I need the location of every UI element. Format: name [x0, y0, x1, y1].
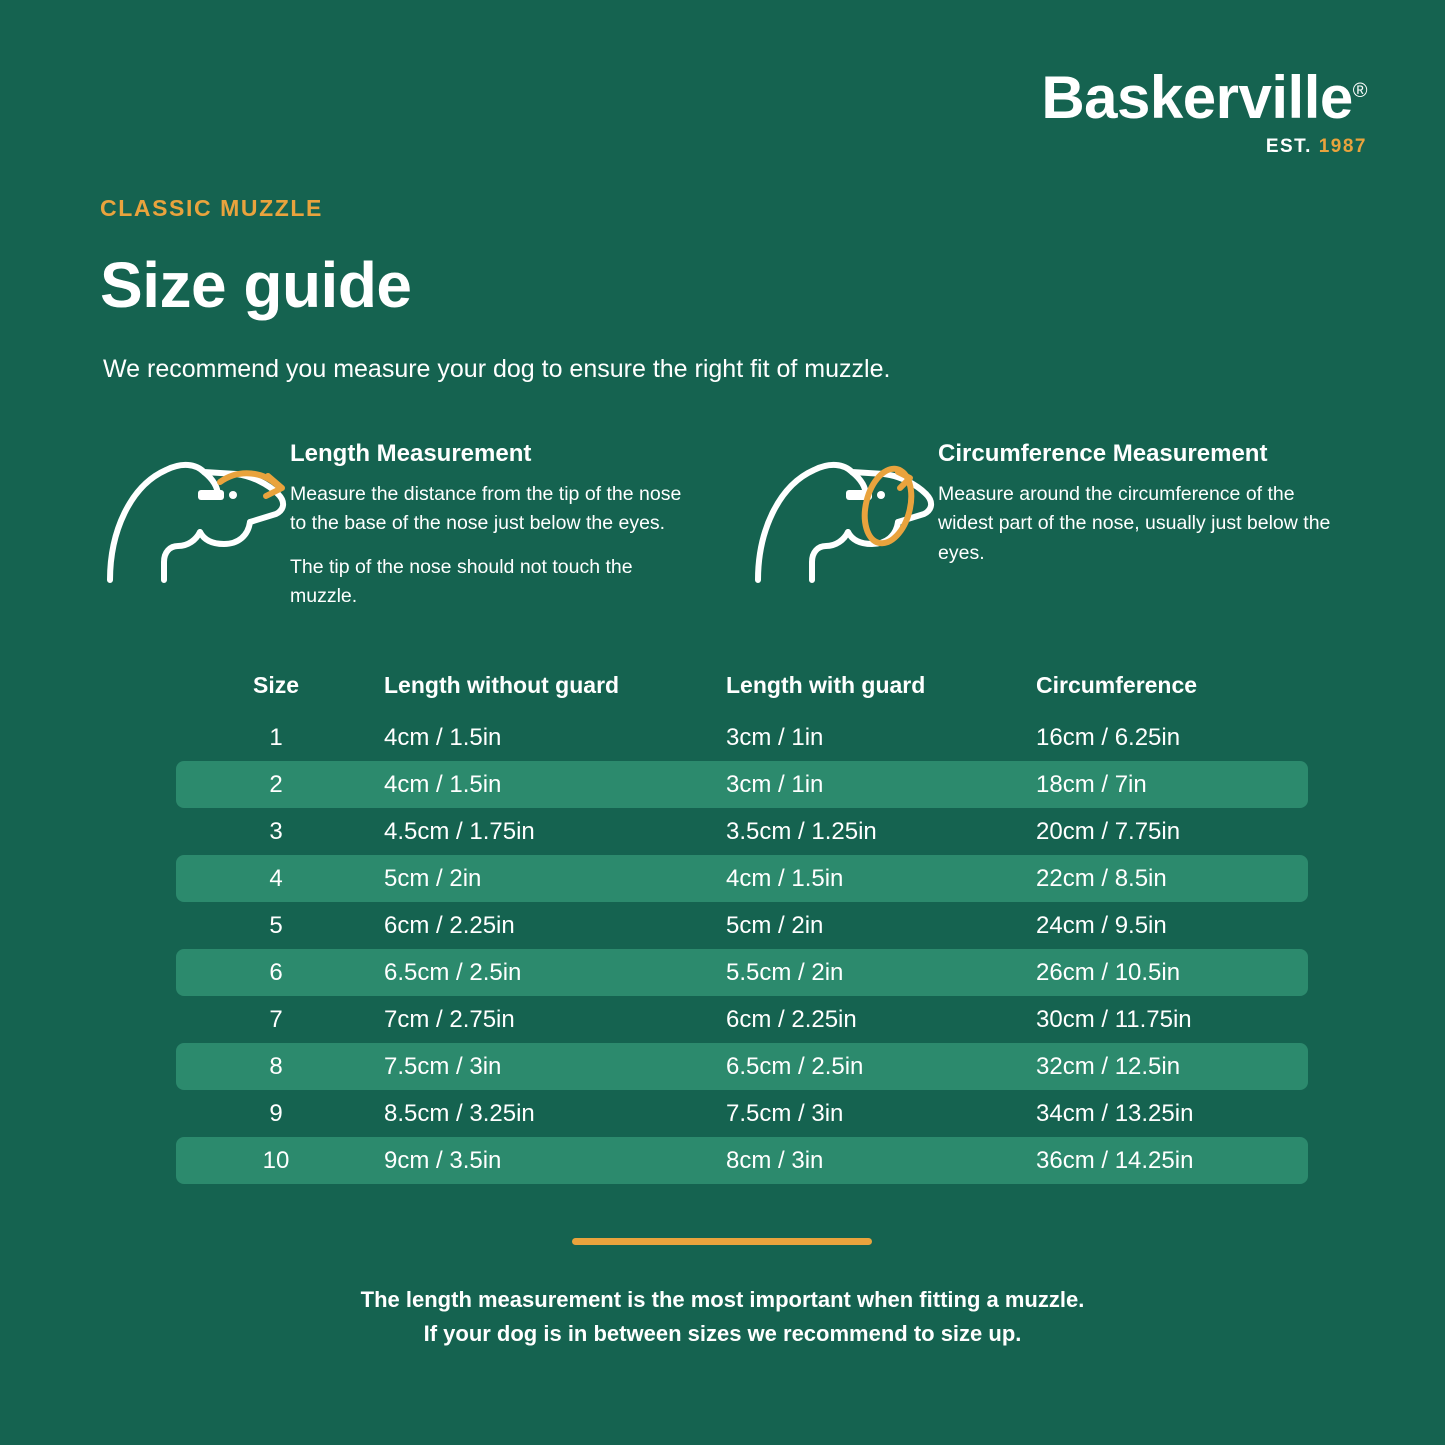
cell-size: 9 [269, 1099, 283, 1127]
cell-length-with-guard: 3cm / 1in [726, 770, 824, 798]
column-header-length-without-guard: Length without guard [384, 671, 620, 698]
cell-circumference: 16cm / 6.25in [1036, 723, 1181, 751]
table-row [176, 855, 1308, 902]
brand-name-text: Baskerville [1041, 64, 1353, 131]
cell-size: 2 [269, 770, 283, 798]
size-table [176, 660, 1308, 1184]
cell-circumference: 20cm / 7.75in [1036, 817, 1181, 845]
cell-circumference: 22cm / 8.5in [1036, 864, 1167, 892]
table-row [176, 949, 1308, 996]
footer-note [0, 1283, 1445, 1351]
cell-circumference: 32cm / 12.5in [1036, 1052, 1181, 1080]
page-subtitle: We recommend you measure your dog to ensure the right fit of muzzle. [103, 355, 891, 383]
circumference-measurement-text [938, 432, 1348, 582]
cell-size: 8 [269, 1052, 283, 1080]
circumference-measurement-block [748, 432, 1388, 595]
cell-length-with-guard: 5.5cm / 2in [726, 958, 844, 986]
brand-logo [1041, 64, 1367, 158]
table-row [176, 1090, 1308, 1137]
cell-length-with-guard: 7.5cm / 3in [726, 1099, 844, 1127]
cell-size: 6 [269, 958, 283, 986]
table-row [176, 761, 1308, 808]
cell-length-without-guard: 4cm / 1.5in [384, 770, 502, 798]
table-row [176, 808, 1308, 855]
cell-circumference: 24cm / 9.5in [1036, 911, 1167, 939]
table-row [176, 1137, 1308, 1184]
cell-length-without-guard: 6.5cm / 2.5in [384, 958, 522, 986]
cell-size: 1 [269, 723, 283, 751]
cell-length-with-guard: 3cm / 1in [726, 723, 824, 751]
cell-length-with-guard: 6.5cm / 2.5in [726, 1052, 864, 1080]
cell-length-without-guard: 9cm / 3.5in [384, 1146, 502, 1174]
cell-length-with-guard: 4cm / 1.5in [726, 864, 844, 892]
brand-established [1041, 136, 1367, 158]
cell-length-with-guard: 5cm / 2in [726, 911, 824, 939]
cell-length-without-guard: 8.5cm / 3.25in [384, 1099, 535, 1127]
column-header-length-with-guard: Length with guard [726, 671, 926, 698]
page-title: Size guide [100, 249, 412, 321]
registered-mark: ® [1352, 80, 1367, 102]
column-header-size: Size [252, 671, 300, 698]
footer-line-2: If your dog is in between sizes we recommend to size up. [423, 1321, 1022, 1347]
column-header-circumference: Circumference [1036, 671, 1198, 698]
length-measurement-paragraph-2: The tip of the nose should not touch the muzzle. [290, 555, 633, 607]
length-measurement-text [290, 432, 700, 625]
cell-length-without-guard: 7cm / 2.75in [384, 1005, 515, 1033]
cell-size: 3 [269, 817, 283, 845]
brand-est-year: 1987 [1318, 136, 1367, 157]
dog-head-circumference-icon [748, 432, 938, 595]
cell-length-without-guard: 4cm / 1.5in [384, 723, 502, 751]
cell-size: 10 [262, 1146, 290, 1174]
footer-line-1: The length measurement is the most important when fitting a muzzle. [360, 1287, 1085, 1312]
table-row [176, 902, 1308, 949]
cell-circumference: 36cm / 14.25in [1036, 1146, 1194, 1174]
cell-size: 7 [269, 1005, 283, 1033]
length-measurement-paragraph-1: Measure the distance from the tip of the nose to the base of the nose just below the eyes. [290, 483, 682, 535]
cell-circumference: 26cm / 10.5in [1036, 958, 1181, 986]
cell-length-with-guard: 3.5cm / 1.25in [726, 817, 877, 845]
brand-name [1041, 64, 1367, 131]
cell-length-without-guard: 7.5cm / 3in [384, 1052, 502, 1080]
cell-circumference: 30cm / 11.75in [1036, 1005, 1192, 1033]
length-measurement-title: Length Measurement [290, 440, 532, 467]
cell-circumference: 34cm / 13.25in [1036, 1099, 1194, 1127]
divider [572, 1238, 872, 1245]
table-row [176, 714, 1308, 761]
table-row [176, 1043, 1308, 1090]
cell-length-with-guard: 8cm / 3in [726, 1146, 824, 1174]
cell-size: 4 [269, 864, 283, 892]
cell-circumference: 18cm / 7in [1036, 770, 1147, 798]
cell-size: 5 [269, 911, 283, 939]
cell-length-without-guard: 4.5cm / 1.75in [384, 817, 535, 845]
cell-length-without-guard: 6cm / 2.25in [384, 911, 515, 939]
circumference-measurement-title: Circumference Measurement [938, 440, 1268, 467]
brand-est-word: EST. [1265, 136, 1312, 157]
product-eyebrow: CLASSIC MUZZLE [100, 195, 323, 221]
dog-head-length-icon [100, 432, 290, 595]
cell-length-with-guard: 6cm / 2.25in [726, 1005, 857, 1033]
length-measurement-block [100, 432, 740, 625]
circumference-measurement-paragraph-1: Measure around the circumference of the widest part of the nose, usually just below the eyes. [938, 483, 1331, 564]
table-header-row [176, 660, 1308, 710]
table-row [176, 996, 1308, 1043]
cell-length-without-guard: 5cm / 2in [384, 864, 482, 892]
